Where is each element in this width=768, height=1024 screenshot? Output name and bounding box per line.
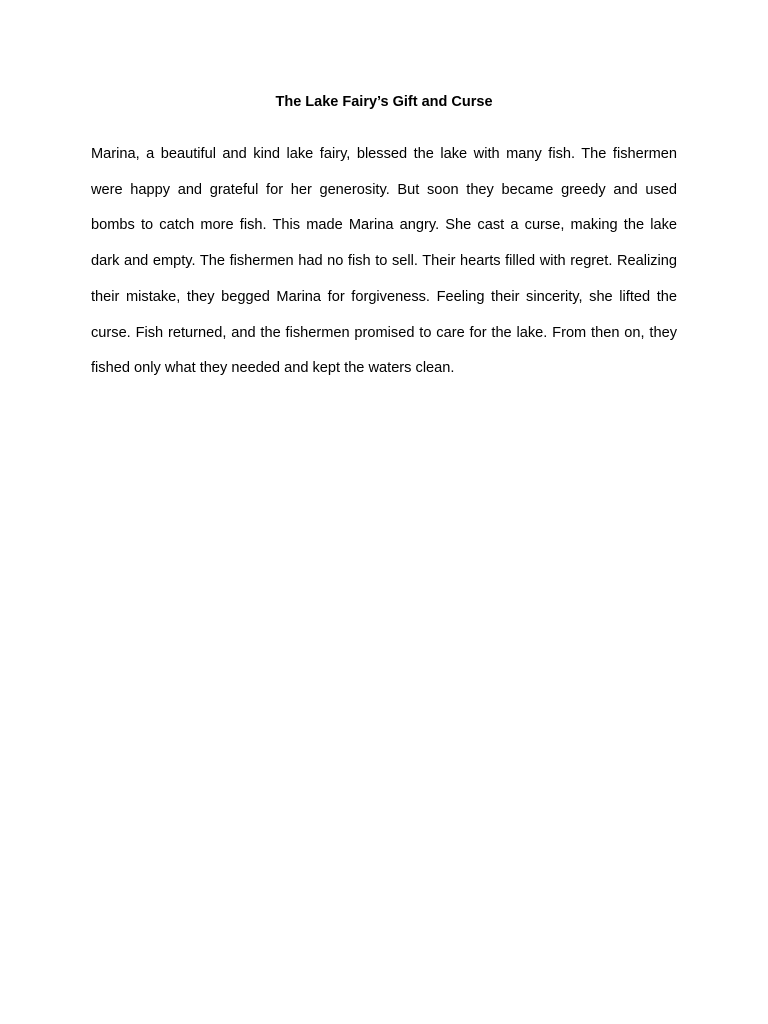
story-paragraph: Marina, a beautiful and kind lake fairy, blessed the lake with many fish. The fishermen were happy and grateful for her generosity. But soon they became greedy and used bombs to catch more fish. This made Marina angry. She cast a curse, making the lake dark and empty. The fishermen had no fish to sell. Their hearts filled with regret. Realizing their mistake, they begged Marina for forgiveness. Feeling their sincerity, she lifted the curse. Fish returned, and the fishermen promised to care for the lake. From then on, they fished only what they needed and kept the waters clean. — [91, 146, 677, 377]
document-title: The Lake Fairy’s Gift and Curse — [275, 94, 493, 110]
